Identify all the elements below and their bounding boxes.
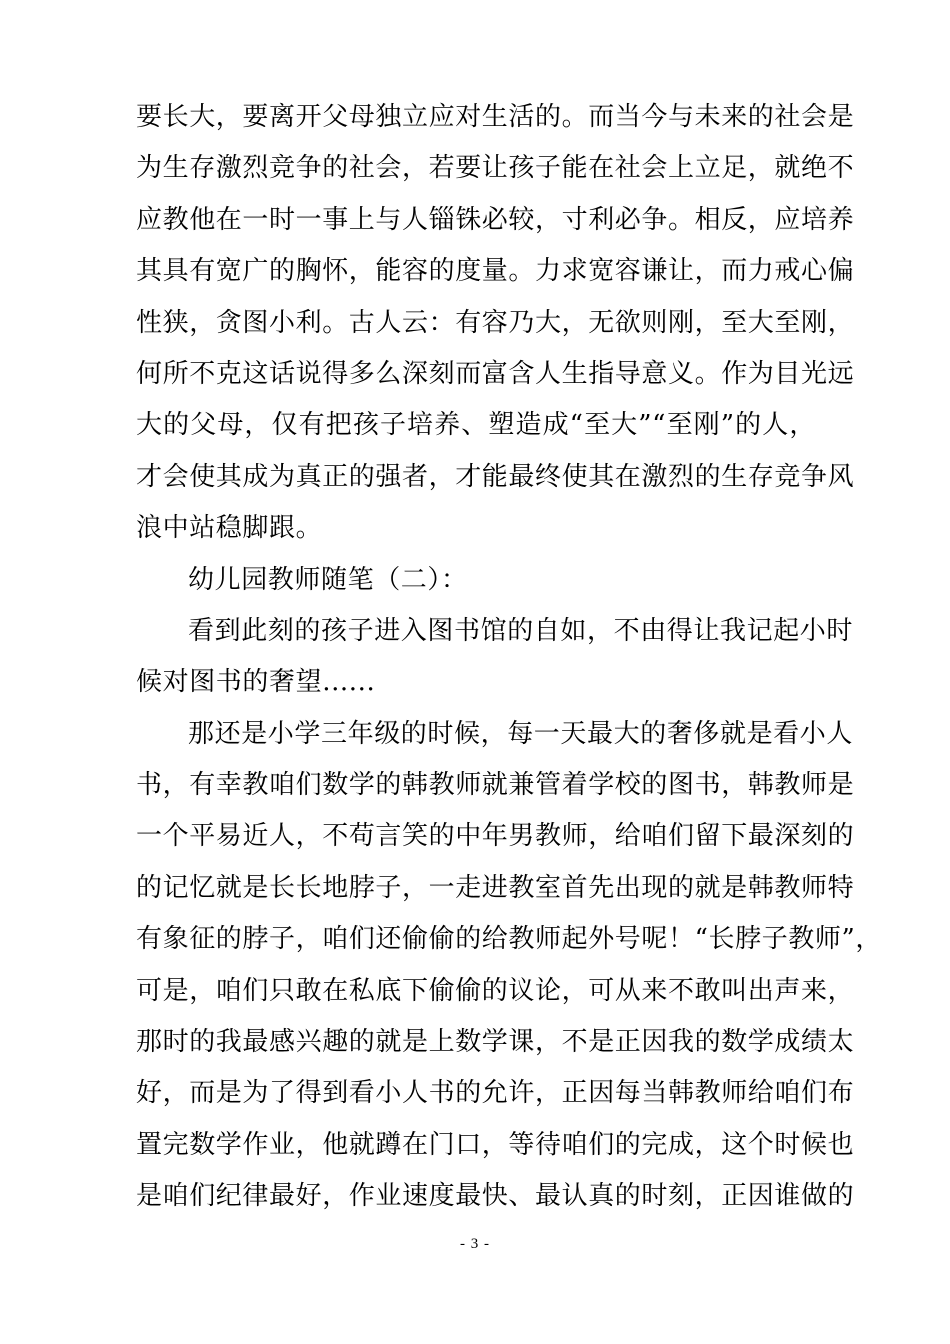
text-line: 其具有宽广的胸怀，能容的度量。力求宽容谦让，而力戒心偏 <box>136 256 855 287</box>
text-line: 候对图书的奢望...... <box>136 667 376 698</box>
text-line: 看到此刻的孩子进入图书馆的自如，不由得让我记起小时 <box>188 615 854 646</box>
text-line: 那时的我最感兴趣的就是上数学课，不是正因我的数学成绩太 <box>136 1027 855 1058</box>
text-line: 置完数学作业，他就蹲在门口，等待咱们的完成，这个时候也 <box>136 1129 855 1160</box>
body-text <box>136 92 882 1223</box>
text-line: 的记忆就是长长地脖子，一走进教室首先出现的就是韩教师特 <box>136 872 855 903</box>
text-line: 有象征的脖子，咱们还偷偷的给教师起外号呢！“长脖子教师”， <box>136 924 882 955</box>
text-line: 可是，咱们只敢在私底下偷偷的议论，可从来不敢叫出声来， <box>136 975 855 1006</box>
text-line: 为生存激烈竞争的社会，若要让孩子能在社会上立足，就绝不 <box>136 153 855 184</box>
page-number: - 3 - <box>460 1236 490 1252</box>
text-line: 何所不克这话说得多么深刻而富含人生指导意义。作为目光远 <box>136 358 855 389</box>
text-line: 应教他在一时一事上与人锱铢必较，寸利必争。相反，应培养 <box>136 204 855 235</box>
text-line: 性狭，贪图小利。古人云：有容乃大，无欲则刚，至大至刚， <box>136 307 855 338</box>
text-line: 大的父母，仅有把孩子培养、塑造成“至大”“至刚”的人， <box>136 410 816 441</box>
text-line: 那还是小学三年级的时候，每一天最大的奢侈就是看小人 <box>188 718 854 749</box>
text-line: 浪中站稳脚跟。 <box>136 513 323 544</box>
text-line: 好，而是为了得到看小人书的允许，正因每当韩教师给咱们布 <box>136 1078 855 1109</box>
text-line: 幼儿园教师随笔（二）： <box>188 564 468 595</box>
text-line: 书，有幸教咱们数学的韩教师就兼管着学校的图书，韩教师是 <box>136 770 855 801</box>
text-line: 是咱们纪律最好，作业速度最快、最认真的时刻，正因谁做的 <box>136 1181 855 1212</box>
text-line: 才会使其成为真正的强者，才能最终使其在激烈的生存竞争风 <box>136 461 855 492</box>
text-line: 一个平易近人，不苟言笑的中年男教师，给咱们留下最深刻的 <box>136 821 855 852</box>
text-line: 要长大，要离开父母独立应对生活的。而当今与未来的社会是 <box>136 102 855 132</box>
